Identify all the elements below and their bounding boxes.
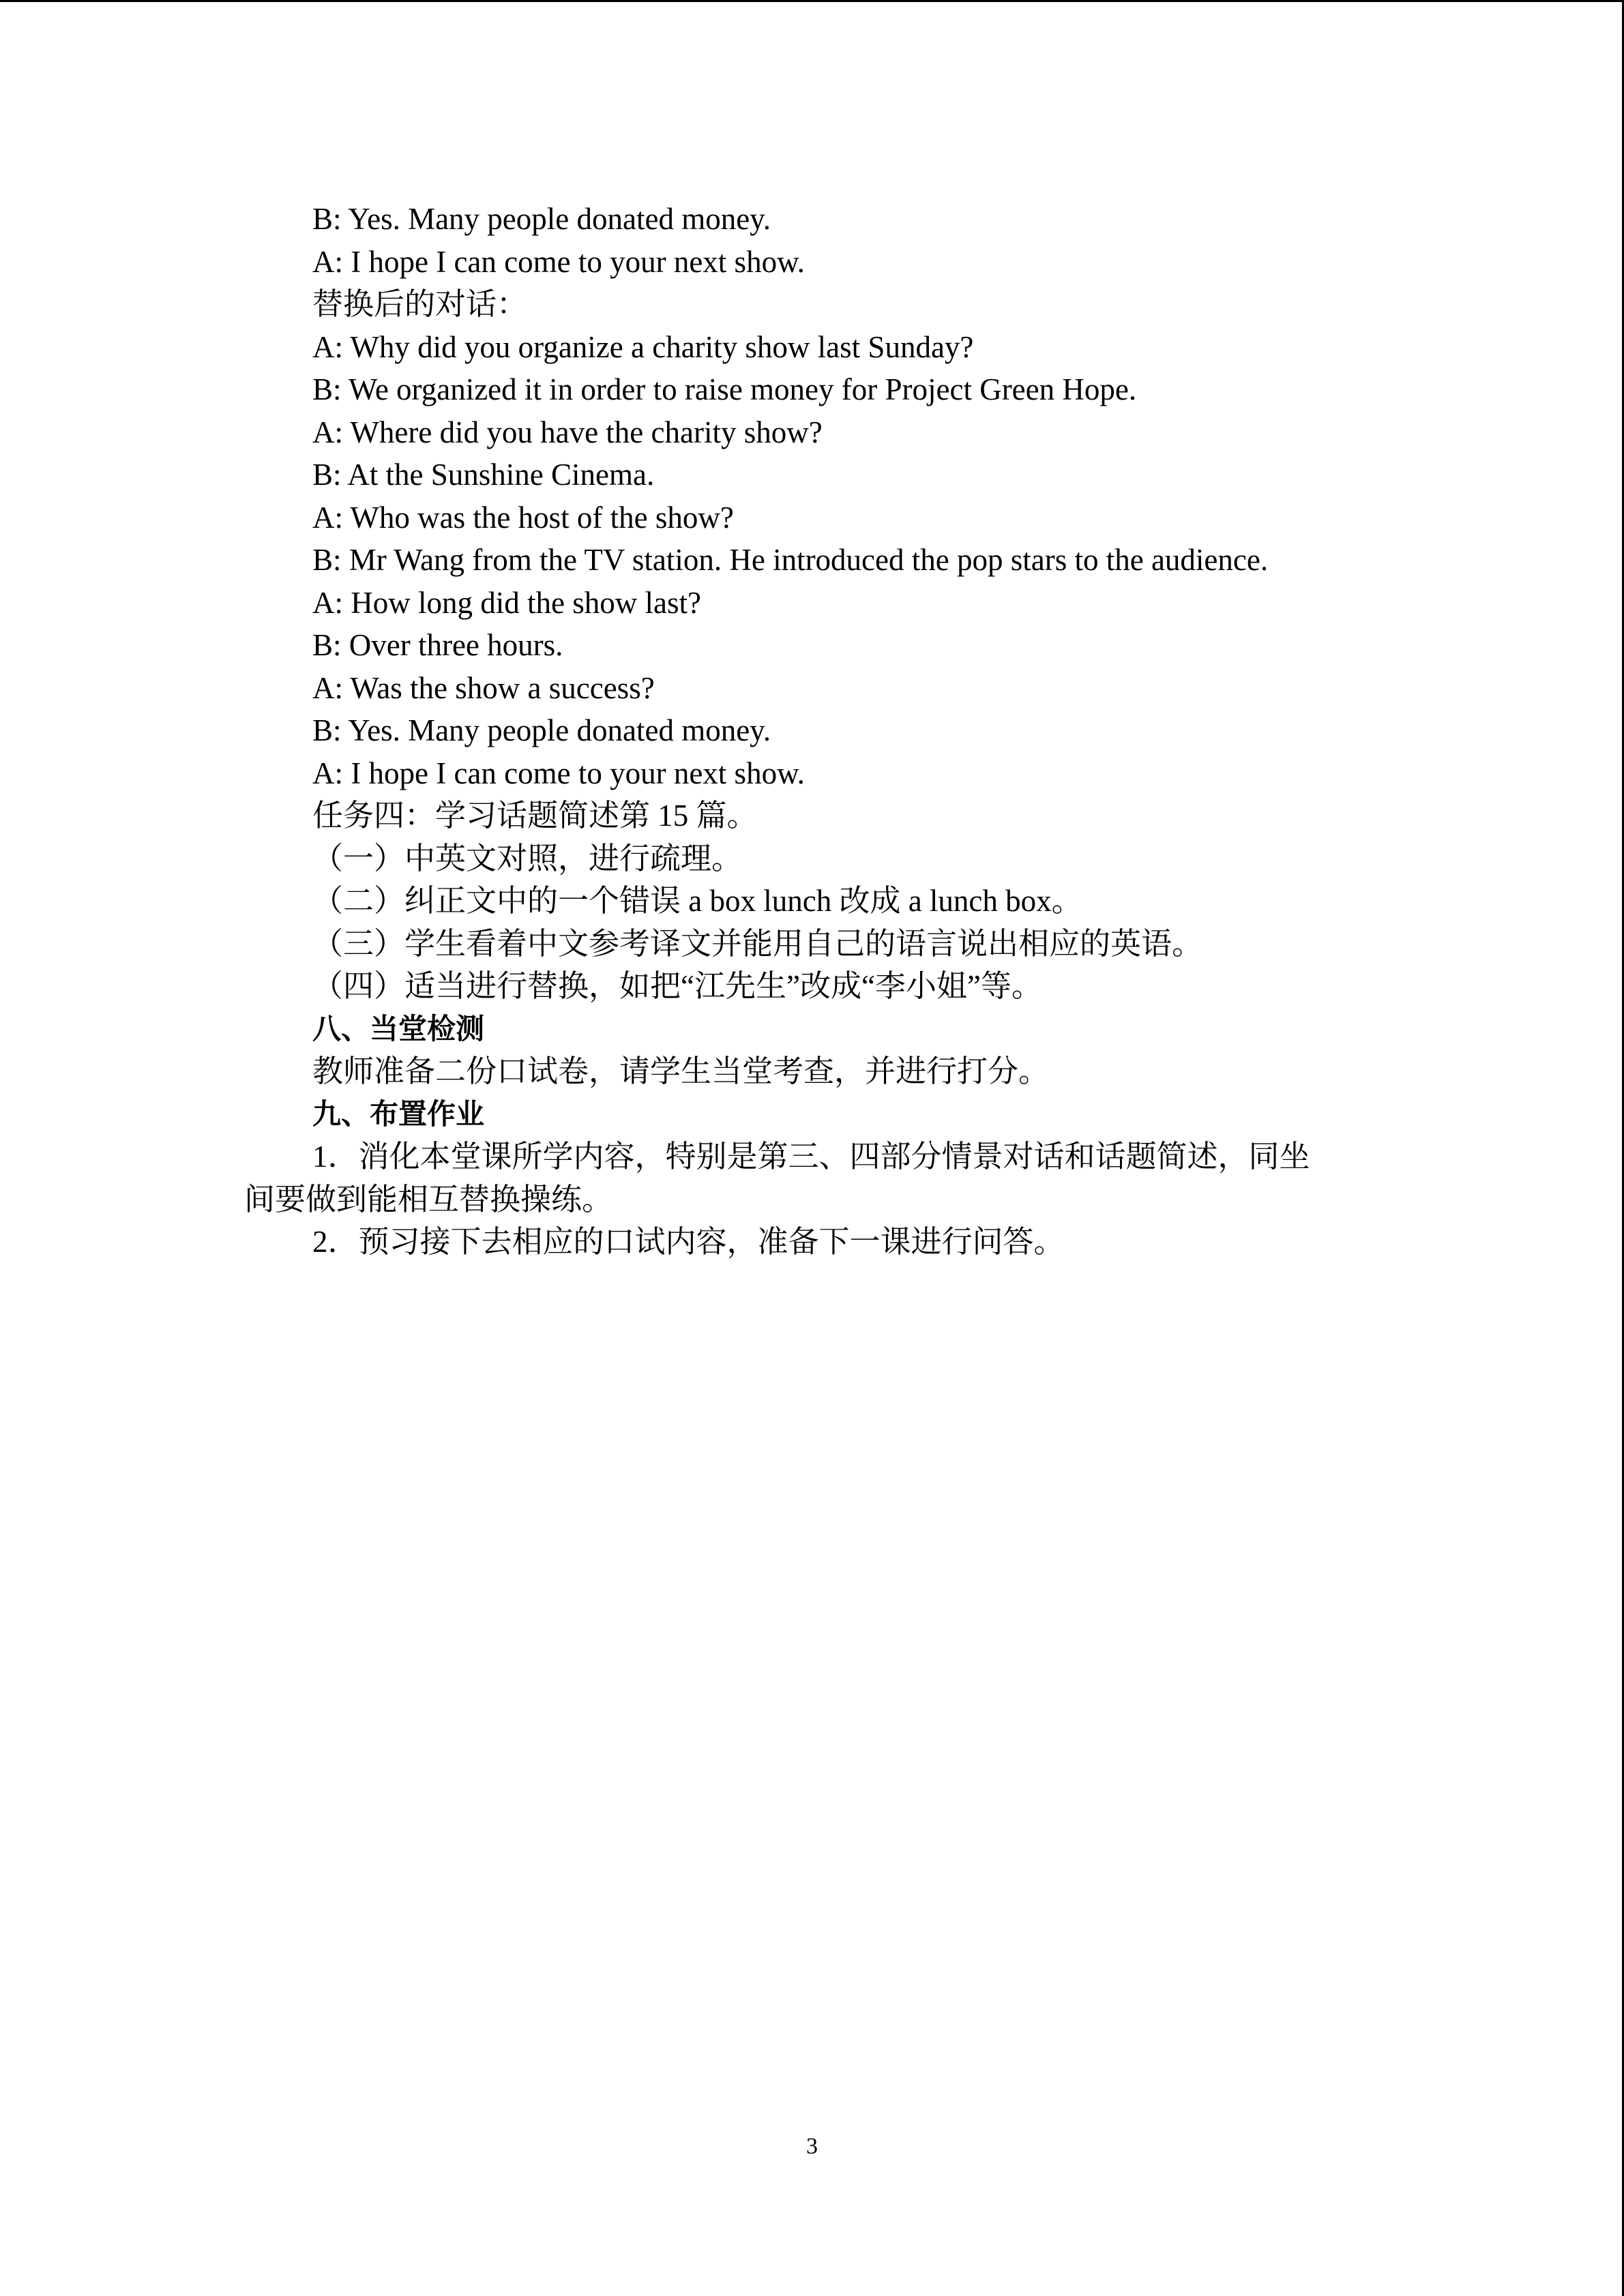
dialogue-line: B: Mr Wang from the TV station. He introduced the pop stars to the audience.: [312, 543, 1269, 577]
dialogue-line: B: Over three hours.: [312, 628, 563, 662]
dialogue-line: A: Why did you organize a charity show last Sunday?: [312, 329, 974, 364]
dialogue-line: A: I hope I can come to your next show.: [312, 244, 805, 279]
homework-item-1-continued: 间要做到能相互替换操练。: [244, 1182, 613, 1217]
task-step: （一）中英文对照，进行疏理。: [312, 841, 743, 876]
dialogue-line: A: Where did you have the charity show?: [312, 415, 823, 449]
section-heading-8: 八、当堂检测: [312, 1011, 485, 1045]
task-step: （二）纠正文中的一个错误 a box lunch 改成 a lunch box。: [312, 884, 1082, 918]
page-border-top: [0, 0, 1624, 2]
replacement-dialogue-label: 替换后的对话：: [312, 287, 528, 321]
document-body: [244, 198, 1383, 1264]
section-8-text: 教师准备二份口试卷，请学生当堂考查，并进行打分。: [312, 1054, 1050, 1088]
page-number: 3: [806, 2134, 818, 2159]
dialogue-line: B: Yes. Many people donated money.: [312, 202, 771, 236]
dialogue-line: A: I hope I can come to your next show.: [312, 756, 805, 790]
section-heading-9: 九、布置作业: [312, 1097, 485, 1131]
homework-item-2: 2．预习接下去相应的口试内容，准备下一课进行问答。: [312, 1225, 1065, 1259]
task-four-title: 任务四：学习话题简述第 15 篇。: [312, 799, 758, 833]
dialogue-line: A: Who was the host of the show?: [312, 500, 734, 535]
dialogue-line: A: Was the show a success?: [312, 670, 655, 705]
dialogue-line: A: How long did the show last?: [312, 585, 701, 620]
homework-item-1: 1．消化本堂课所学内容，特别是第三、四部分情景对话和话题简述，同坐: [312, 1139, 1310, 1174]
dialogue-line: B: Yes. Many people donated money.: [312, 713, 771, 747]
dialogue-line: B: We organized it in order to raise money for Project Green Hope.: [312, 372, 1137, 406]
task-step: （三）学生看着中文参考译文并能用自己的语言说出相应的英语。: [312, 926, 1203, 961]
task-step: （四）适当进行替换，如把“江先生”改成“李小姐”等。: [312, 969, 1042, 1003]
dialogue-line: B: At the Sunshine Cinema.: [312, 458, 655, 492]
